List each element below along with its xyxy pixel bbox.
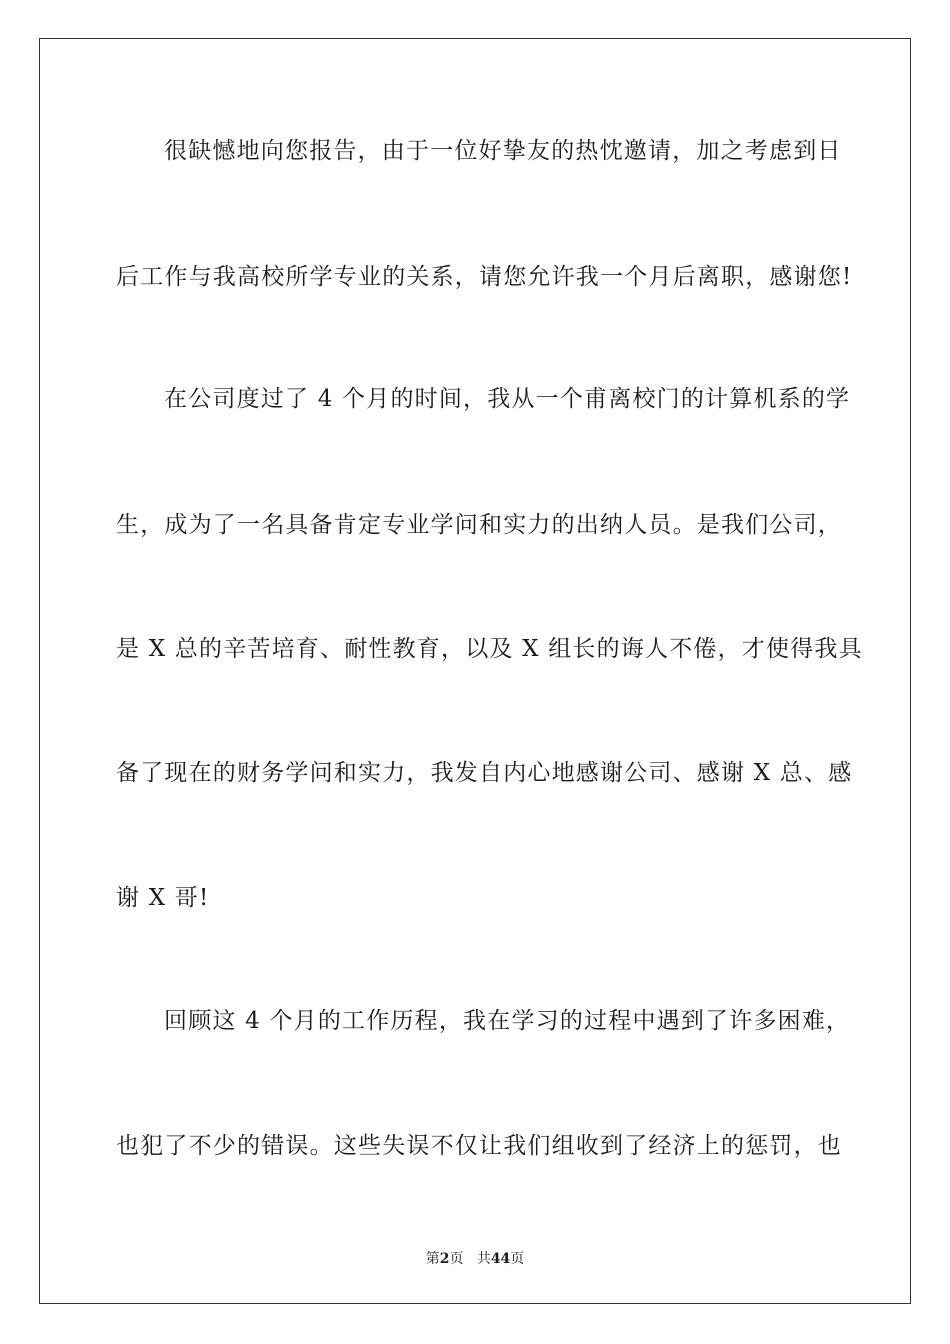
paragraph-2-line-5: 谢 X 哥! (116, 885, 210, 911)
page-prefix: 第 (425, 1251, 440, 1267)
total-suffix: 页 (510, 1251, 525, 1267)
paragraph-2-line-1: 在公司度过了 4 个月的时间，我从一个甫离校门的计算机系的学 (164, 386, 851, 412)
paragraph-3-line-2: 也犯了不少的错误。这些失误不仅让我们组收到了经济上的惩罚，也 (116, 1133, 842, 1159)
paragraph-2-line-2: 生，成为了一名具备肯定专业学问和实力的出纳人员。是我们公司， (116, 512, 842, 538)
paragraph-1-line-2: 后工作与我高校所学专业的关系，请您允许我一个月后离职，感谢您! (116, 264, 853, 290)
page-border (39, 38, 911, 1304)
page-suffix: 页 (449, 1251, 464, 1267)
paragraph-2-line-3: 是 X 总的辛苦培育、耐性教育，以及 X 组长的诲人不倦，才使得我具 (116, 636, 863, 662)
total-pages: 44 (490, 1251, 511, 1267)
paragraph-2-line-4: 备了现在的财务学问和实力，我发自内心地感谢公司、感谢 X 总、感 (116, 760, 853, 786)
page-number: 2 (439, 1251, 450, 1267)
page-footer (0, 1248, 950, 1268)
paragraph-1-line-1: 很缺憾地向您报告，由于一位好挚友的热忱邀请，加之考虑到日 (164, 138, 842, 164)
paragraph-3-line-1: 回顾这 4 个月的工作历程，我在学习的过程中遇到了许多困难， (164, 1008, 851, 1034)
total-prefix: 共 (476, 1251, 491, 1267)
